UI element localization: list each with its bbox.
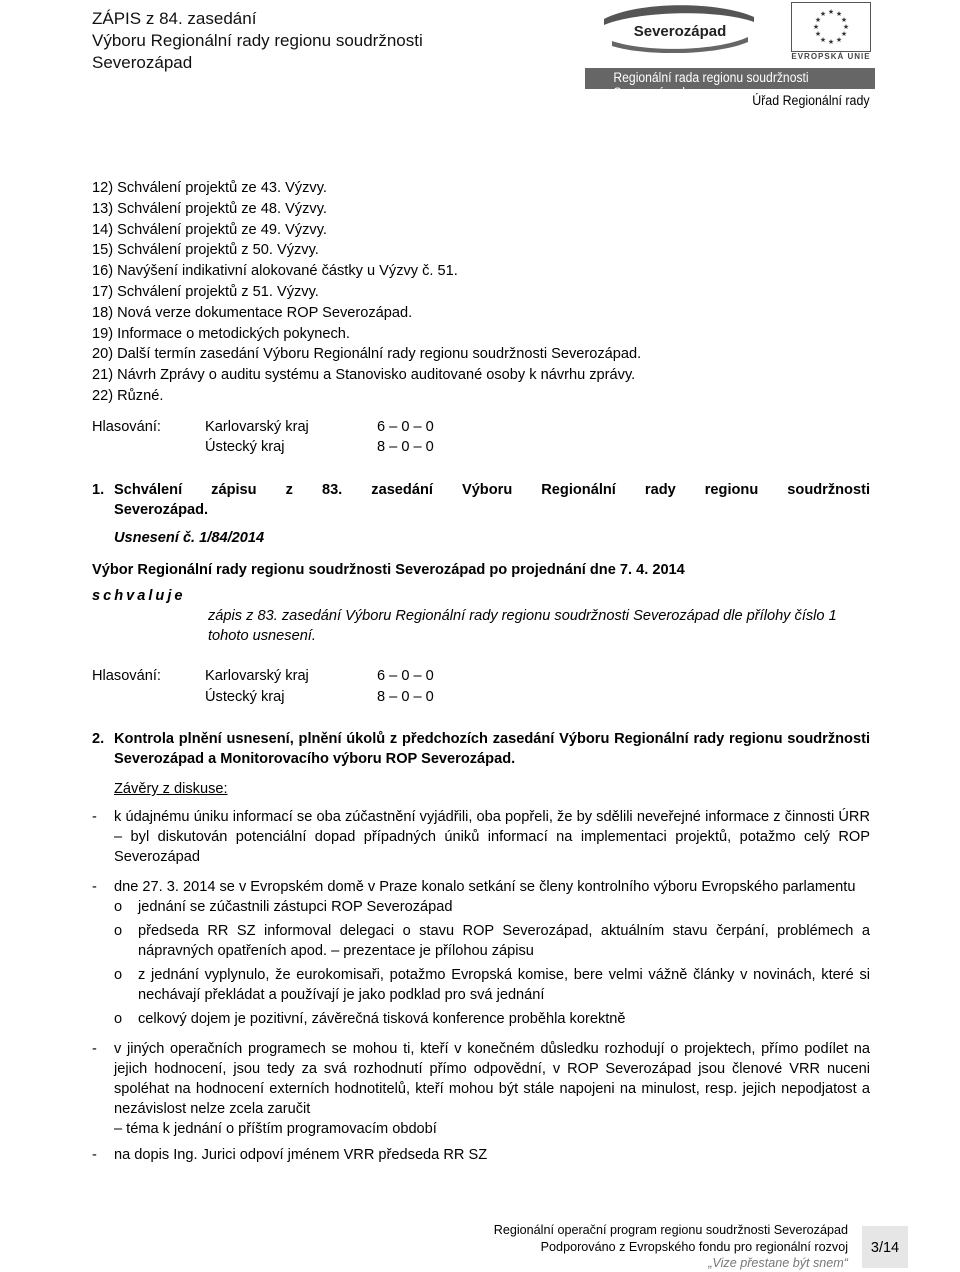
title-line: ZÁPIS z 84. zasedání (92, 9, 257, 28)
list-item-text (114, 1039, 870, 1139)
svg-text:★: ★ (842, 23, 850, 31)
list-item-continuation: – téma k jednání o příštím programovacím období (114, 1121, 437, 1138)
voting-result: 8 – 0 – 0 (377, 439, 434, 456)
sub-item-text: z jednání vyplynulo, že eurokomisaři, potažmo Evropská komise, bere velmi vážně články v novinách, které si nechávají překládat a používají je jako podklad pro svá jednání (138, 967, 870, 1004)
list-item (92, 1145, 870, 1165)
agenda-item: 16) Navýšení indikativní alokované částky u Výzvy č. 51. (92, 263, 458, 280)
sub-item-text: předseda RR SZ informoval delegaci o stavu ROP Severozápad, aktuálním stavu čerpání, problémech a nápravných opatřeních apod. – prezentace je přílohou zápisu (138, 923, 870, 960)
footer-line: Regionální operační program regionu soudržnosti Severozápad (493, 1223, 848, 1237)
circle-bullet: o (114, 967, 123, 984)
voting-result: 6 – 0 – 0 (377, 418, 434, 435)
title-line: Severozápad (92, 53, 193, 72)
logo-text: Severozápad (633, 23, 727, 40)
circle-bullet: o (114, 923, 123, 940)
section-heading (92, 480, 870, 520)
section-title: Schválení zápisu z 83. zasedání Výboru Regionální rady regionu soudržnosti Severozápad. (114, 481, 870, 518)
header-bar (585, 68, 875, 100)
section-title: Kontrola plnění usnesení, plnění úkolů z předchozích zasedání Výboru Regionální rady regionu soudržnosti Severozápad a Monitorovacího výboru ROP Severozápad. (114, 731, 870, 768)
conclusions-label: Závěry z diskuse: (114, 781, 228, 798)
dash: - (92, 809, 97, 826)
voting-region: Karlovarský kraj (205, 418, 309, 435)
dash: - (92, 879, 97, 896)
agenda-item: 15) Schválení projektů z 50. Výzvy. (92, 242, 319, 259)
document-title (92, 8, 423, 74)
svg-text:★: ★ (827, 38, 835, 46)
list-item (92, 1039, 870, 1139)
approves-label: schvaluje (92, 587, 186, 604)
svg-text:★: ★ (840, 30, 848, 38)
agenda-item: 14) Schválení projektů ze 49. Výzvy. (92, 221, 327, 238)
footer-motto: „Vize přestane být snem“ (708, 1256, 848, 1270)
section-heading (92, 729, 870, 769)
agenda-item: 18) Nová verze dokumentace ROP Severozápad. (92, 304, 413, 321)
footer (478, 1222, 848, 1272)
list-item-main: v jiných operačních programech se mohou ti, kteří v konečném důsledku rozhodují o projektech, přímo podílet na jejich hodnocení, jsou tedy za svá rozhodnutí přímo odpovědní, v ROP Severozápad jsou členové VRR nuceni spoléhat na hodnocení externích hodnotitelů, kteří mohou být stále napojeni na minulost, resp. jejich nepodjatost a nezávislost nelze zcela zaručit (114, 1041, 870, 1118)
voting-block (92, 417, 870, 458)
agenda-item: 13) Schválení projektů ze 48. Výzvy. (92, 200, 327, 217)
svg-text:★: ★ (835, 10, 843, 18)
eu-label: EVROPSKÁ UNIE (791, 52, 871, 61)
sub-item (92, 897, 870, 917)
sub-item (92, 1009, 870, 1029)
document-body (92, 178, 870, 1165)
agenda-list (92, 178, 870, 407)
agenda-item: 17) Schválení projektů z 51. Výzvy. (92, 283, 319, 300)
svg-text:★: ★ (814, 16, 822, 24)
svg-text:★: ★ (814, 30, 822, 38)
page-number: 3/14 (862, 1226, 908, 1268)
agenda-item: 19) Informace o metodických pokynech. (92, 325, 350, 342)
title-line: Výboru Regionální rady regionu soudržnosti (92, 31, 423, 50)
section-number: 2. (92, 731, 105, 748)
svg-text:★: ★ (835, 36, 843, 44)
sub-item (92, 965, 870, 1005)
agenda-item: 20) Další termín zasedání Výboru Regionální rady regionu soudržnosti Severozápad. (92, 346, 642, 363)
sub-item-text: jednání se zúčastnili zástupci ROP Severozápad (138, 899, 453, 916)
sub-item (92, 921, 870, 961)
committee-statement: Výbor Regionální rady regionu soudržnosti Severozápad po projednání dne 7. 4. 2014 (92, 561, 685, 578)
section-number: 1. (92, 481, 105, 498)
voting-block (92, 666, 870, 707)
voting-result: 8 – 0 – 0 (377, 688, 434, 705)
severozapad-logo (598, 5, 758, 53)
svg-text:★: ★ (827, 8, 835, 16)
list-item-text: dne 27. 3. 2014 se v Evropském domě v Praze konalo setkání se členy kontrolního výboru Evropského parlamentu (114, 879, 856, 896)
agenda-item: 21) Návrh Zprávy o auditu systému a Stanovisko auditované osoby k návrhu zprávy. (92, 367, 636, 384)
list-item (92, 807, 870, 867)
list-item (92, 877, 870, 897)
svg-text:★: ★ (819, 36, 827, 44)
approves-text: zápis z 83. zasedání Výboru Regionální rady regionu soudržnosti Severozápad dle přílohy číslo 1 tohoto usnesení. (208, 607, 837, 644)
dash: - (92, 1147, 97, 1164)
voting-region: Ústecký kraj (205, 439, 285, 456)
voting-label: Hlasování: (92, 667, 161, 684)
svg-text:★: ★ (812, 23, 820, 31)
list-item-text: na dopis Ing. Jurici odpoví jménem VRR předseda RR SZ (114, 1147, 488, 1164)
voting-label: Hlasování: (92, 418, 161, 435)
resolution-number: Usnesení č. 1/84/2014 (114, 529, 265, 546)
voting-region: Karlovarský kraj (205, 667, 309, 684)
svg-text:★: ★ (840, 16, 848, 24)
voting-region: Ústecký kraj (205, 688, 285, 705)
agenda-item: 12) Schválení projektů ze 43. Výzvy. (92, 180, 327, 196)
voting-result: 6 – 0 – 0 (377, 667, 434, 684)
dash: - (92, 1041, 97, 1058)
circle-bullet: o (114, 1011, 123, 1028)
list-item-text: k údajnému úniku informací se oba zúčastnění vyjádřili, oba popřeli, že by sdělili neveřejné informace z činnosti ÚRR – byl diskutován potenciální dopad případných úniků informací na implementaci projektů, potažmo celý ROP Severozápad (114, 809, 870, 866)
header-subtitle: Úřad Regionální rady (752, 93, 870, 108)
agenda-item: 22) Různé. (92, 387, 164, 404)
footer-line: Podporováno z Evropského fondu pro regionální rozvoj (540, 1239, 848, 1254)
svg-text:★: ★ (819, 10, 827, 18)
sub-item-text: celkový dojem je pozitivní, závěrečná tisková konference proběhla korektně (138, 1011, 626, 1028)
eu-flag-icon (791, 2, 871, 52)
header-bar-text: Regionální rada regionu soudržnosti Severozápad (613, 70, 809, 100)
circle-bullet: o (114, 899, 123, 916)
